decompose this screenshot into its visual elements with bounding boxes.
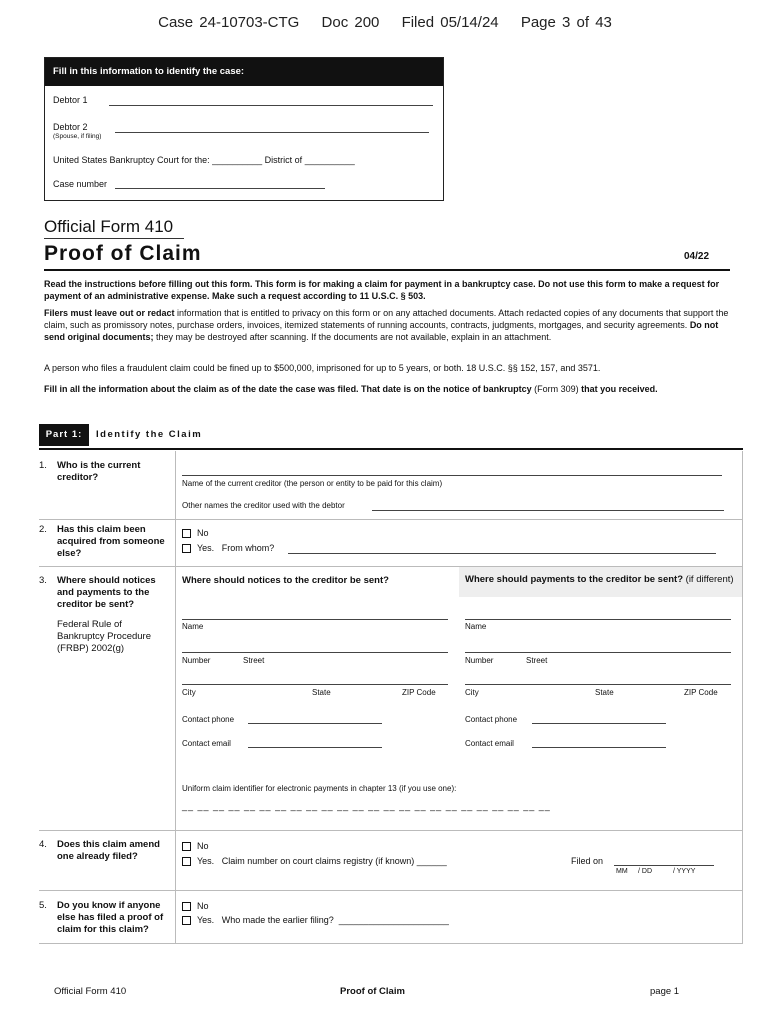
payments-email-field[interactable] (532, 747, 666, 748)
row-divider-2 (39, 519, 743, 520)
received-bold: that you received. (581, 384, 658, 394)
q4-yes-checkbox[interactable] (182, 857, 191, 866)
notices-zip-label: ZIP Code (402, 688, 436, 697)
district-field[interactable]: __________ (304, 155, 355, 165)
q2-yes-checkbox[interactable] (182, 544, 191, 553)
court-line (53, 155, 355, 165)
doc-number-header: Doc 200 (321, 14, 380, 31)
q5-yes-option[interactable] (182, 915, 449, 925)
creditor-name-field[interactable] (182, 475, 722, 476)
payments-phone-field[interactable] (532, 723, 666, 724)
q5-no-option[interactable] (182, 901, 209, 911)
footer-title: Proof of Claim (340, 986, 405, 997)
q1-number: 1. (39, 460, 47, 471)
filed-on-label: Filed on (571, 856, 604, 866)
q2-number: 2. (39, 524, 47, 535)
footer-form-name: Official Form 410 (54, 986, 127, 997)
notices-email-field[interactable] (248, 747, 382, 748)
notices-heading-cell (175, 567, 459, 597)
payments-street-field[interactable] (465, 652, 731, 653)
row-divider-5 (39, 890, 743, 891)
q4-yes-label: Yes. (197, 856, 215, 866)
debtor1-label: Debtor 1 (53, 95, 88, 105)
payments-heading: Where should payments to the creditor be sent? (465, 574, 684, 585)
dd-label: / DD (638, 868, 652, 875)
notices-phone-label: Contact phone (182, 715, 235, 724)
uci-label: Uniform claim identifier for electronic payments in chapter 13 (if you use one): (182, 784, 457, 793)
q2-no-label: No (197, 528, 209, 538)
court-field[interactable]: __________ (212, 155, 263, 165)
payments-name-label: Name (465, 622, 487, 631)
payments-email-label: Contact email (465, 739, 514, 748)
payments-heading-text (459, 567, 742, 593)
payments-street-label: Street (526, 656, 548, 665)
creditor-name-hint: Name of the current creditor (the person or entity to be paid for this claim) (182, 479, 443, 488)
table-right-border (742, 451, 743, 943)
q5-number: 5. (39, 900, 47, 911)
q5-yes-checkbox[interactable] (182, 916, 191, 925)
debtor2-label: Debtor 2 (53, 122, 88, 132)
other-names-field[interactable] (372, 510, 724, 511)
notices-city-field[interactable] (182, 684, 448, 685)
page-count-header: Page 3 of 43 (520, 14, 612, 31)
fill-in-bold: Fill in all the information about the claim as of the date the case was filed. That date is on the notice of bankruptcy (44, 384, 532, 394)
q2-yes-label: Yes. (197, 543, 215, 553)
from-whom-label: From whom? (221, 543, 275, 553)
row-divider-4 (39, 830, 743, 831)
q4-number: 4. (39, 839, 47, 850)
notices-street-field[interactable] (182, 652, 448, 653)
payments-city-field[interactable] (465, 684, 731, 685)
uci-field[interactable]: __ __ __ __ __ __ __ __ __ __ __ __ __ __ __ __ __ __ __ __ __ __ __ __ (182, 801, 551, 811)
q2-no-option[interactable] (182, 528, 209, 538)
from-whom-field[interactable] (288, 553, 716, 554)
form-name: Official Form 410 (44, 217, 174, 236)
redact-text: information that is entitled to privacy on this form or on any attached documents. Attach redacted copies of any documents that support the claim, such as promissory notes, purchase orders, invoices, itemized statements of running accounts, contracts, judgments, mortgages, and security agreements. (44, 308, 729, 330)
claim-number-label[interactable]: Claim number on court claims registry (if known) ______ (221, 856, 447, 866)
question-column-divider (175, 451, 176, 943)
q4-no-label: No (197, 841, 209, 851)
form-version-date: 04/22 (684, 251, 710, 262)
yyyy-label: / YYYY (673, 868, 696, 875)
q2-no-checkbox[interactable] (182, 529, 191, 538)
intro-paragraph-3: A person who files a fraudulent claim could be fined up to $500,000, imprisoned for up to 5 years, or both. 18 U.S.C. §§ 152, 157, and 3571. (44, 363, 601, 373)
form-309-ref: (Form 309) (531, 384, 582, 394)
earlier-filer-field[interactable]: ______________________ (338, 915, 449, 925)
part1-title: Identify the Claim (96, 429, 203, 440)
part1-rule (39, 448, 743, 450)
q5-no-label: No (197, 901, 209, 911)
district-label: District of (264, 155, 303, 165)
case-number-field[interactable] (115, 188, 325, 189)
debtor2-field[interactable] (115, 132, 429, 133)
q5-no-checkbox[interactable] (182, 902, 191, 911)
q3-question: Where should notices and payments to the creditor be sent? (57, 575, 156, 610)
title-rule (44, 269, 730, 271)
case-number-label: Case number (53, 179, 108, 189)
table-bottom-border (39, 943, 743, 944)
q5-question: Do you know if anyone else has filed a proof of claim for this claim? (57, 900, 164, 935)
payments-heading-note: (if different) (683, 574, 734, 585)
filed-on-field[interactable] (614, 865, 714, 866)
frbp-rule-note: Federal Rule of Bankruptcy Procedure (FRBP) 2002(g) (57, 619, 151, 654)
notices-email-label: Contact email (182, 739, 231, 748)
notices-state-label: State (312, 688, 331, 697)
notices-phone-field[interactable] (248, 723, 382, 724)
case-box-heading: Fill in this information to identify the case: (45, 58, 443, 86)
q3-number: 3. (39, 575, 47, 586)
q5-yes-label: Yes. (197, 915, 215, 925)
payments-city-label: City (465, 688, 479, 697)
notices-name-label: Name (182, 622, 204, 631)
payments-number-label: Number (465, 656, 494, 665)
court-label: United States Bankruptcy Court for the: (53, 155, 210, 165)
no-originals-bold: Do not send original documents; (44, 320, 719, 342)
case-number-header: Case 24-10703-CTG (158, 14, 300, 31)
earlier-filer-label: Who made the earlier filing? (221, 915, 334, 925)
intro-paragraph-4 (44, 383, 730, 395)
redact-bold: Filers must leave out or redact (44, 308, 175, 318)
filed-date-header: Filed 05/14/24 (401, 14, 499, 31)
other-names-label: Other names the creditor used with the debtor (182, 501, 345, 510)
q4-yes-option[interactable] (182, 856, 447, 866)
debtor1-field[interactable] (109, 105, 433, 106)
intro-paragraph-2 (44, 307, 730, 343)
payments-zip-label: ZIP Code (684, 688, 718, 697)
payments-state-label: State (595, 688, 614, 697)
q4-no-checkbox[interactable] (182, 842, 191, 851)
intro-paragraph-1: Read the instructions before filling out this form. This form is for making a claim for payment in a bankruptcy case. Do not use this form to make a request for payment of an administrative expense. Make such a request according to 11 U.S.C. § 503. (44, 279, 720, 301)
q4-question: Does this claim amend one already filed? (57, 839, 160, 862)
q2-yes-option[interactable] (182, 543, 274, 553)
scan-text: they may be destroyed after scanning. If the documents are not available, explain in an attachment. (153, 332, 552, 342)
q2-question: Has this claim been acquired from someone else? (57, 524, 165, 559)
part1-tab: Part 1: (39, 424, 89, 446)
payments-heading-cell (459, 567, 742, 597)
notices-heading: Where should notices to the creditor be sent? (182, 575, 389, 586)
notices-name-field[interactable] (182, 619, 448, 620)
mm-label: MM (616, 868, 628, 875)
case-identification-box (44, 57, 444, 201)
q4-no-option[interactable] (182, 841, 209, 851)
payments-phone-label: Contact phone (465, 715, 518, 724)
page-title: Proof of Claim (44, 242, 202, 265)
notices-street-label: Street (243, 656, 265, 665)
payments-name-field[interactable] (465, 619, 731, 620)
q1-question: Who is the current creditor? (57, 460, 141, 483)
form-name-rule (44, 238, 184, 239)
notices-number-label: Number (182, 656, 211, 665)
debtor2-sublabel: (Spouse, if filing) (53, 133, 102, 140)
footer-page-number: page 1 (650, 986, 680, 997)
court-header (0, 14, 770, 31)
notices-city-label: City (182, 688, 196, 697)
